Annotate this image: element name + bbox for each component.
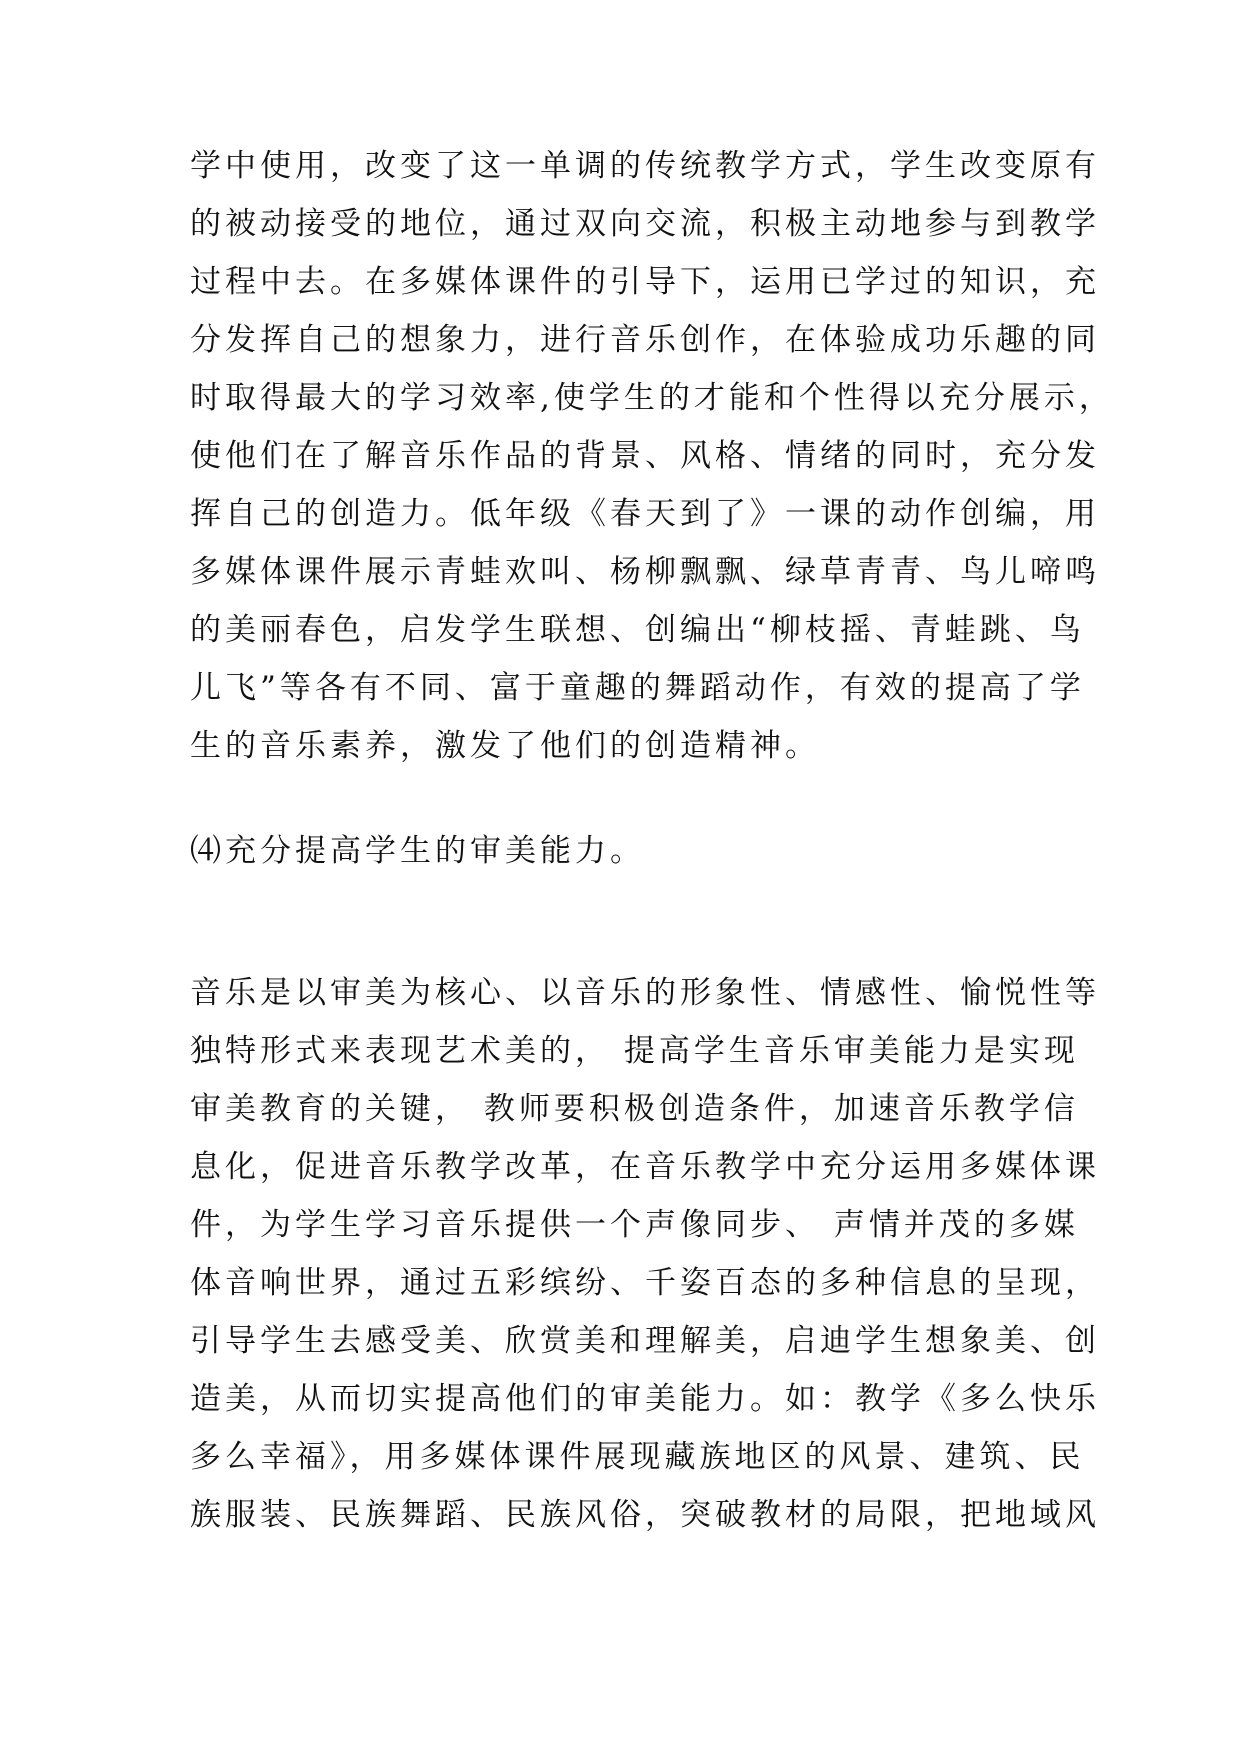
- text-line: 件，为学生学习音乐提供一个声像同步、 声情并茂的多媒: [190, 1207, 1079, 1243]
- text-line: 过程中去。在多媒体课件的引导下，运用已学过的知识，充: [190, 264, 1100, 300]
- text-line: 引导学生去感受美、欣赏美和理解美，启迪学生想象美、创: [190, 1323, 1100, 1359]
- text-line: 学中使用，改变了这一单调的传统教学方式，学生改变原有: [190, 148, 1100, 184]
- text-line: 挥自己的创造力。低年级《春天到了》一课的动作创编，用: [190, 496, 1100, 532]
- text-line: 体音响世界，通过五彩缤纷、千姿百态的多种信息的呈现，: [190, 1265, 1100, 1301]
- text-line: 的美丽春色，启发学生联想、创编出“柳枝摇、青蛙跳、鸟: [190, 612, 1085, 648]
- text-line: 多么幸福》，用多媒体课件展现藏族地区的风景、建筑、民: [190, 1439, 1085, 1475]
- text-line: 多媒体课件展示青蛙欢叫、杨柳飘飘、绿草青青、鸟儿啼鸣: [190, 554, 1100, 590]
- text-line: 族服装、民族舞蹈、民族风俗，突破教材的局限，把地域风: [190, 1497, 1100, 1533]
- text-line: 音乐是以审美为核心、以音乐的形象性、情感性、愉悦性等: [190, 975, 1100, 1011]
- text-line: 审美教育的关键， 教师要积极创造条件，加速音乐教学信: [190, 1091, 1079, 1127]
- text-line: 儿飞”等各有不同、富于童趣的舞蹈动作，有效的提高了学: [190, 670, 1085, 706]
- text-line: 时取得最大的学习效率,使学生的才能和个性得以充分展示，: [190, 380, 1114, 416]
- text-line: 的被动接受的地位，通过双向交流，积极主动地参与到教学: [190, 206, 1100, 242]
- section-heading: ⑷充分提高学生的审美能力。: [190, 833, 645, 869]
- text-line: 分发挥自己的想象力，进行音乐创作，在体验成功乐趣的同: [190, 322, 1100, 358]
- text-line: 息化，促进音乐教学改革，在音乐教学中充分运用多媒体课: [190, 1149, 1100, 1185]
- text-line: 生的音乐素养，激发了他们的创造精神。: [190, 728, 820, 764]
- text-line: 造美，从而切实提高他们的审美能力。如：教学《多么快乐: [190, 1381, 1100, 1417]
- text-line: 独特形式来表现艺术美的， 提高学生音乐审美能力是实现: [190, 1033, 1079, 1069]
- text-line: 使他们在了解音乐作品的背景、风格、情绪的同时，充分发: [190, 438, 1100, 474]
